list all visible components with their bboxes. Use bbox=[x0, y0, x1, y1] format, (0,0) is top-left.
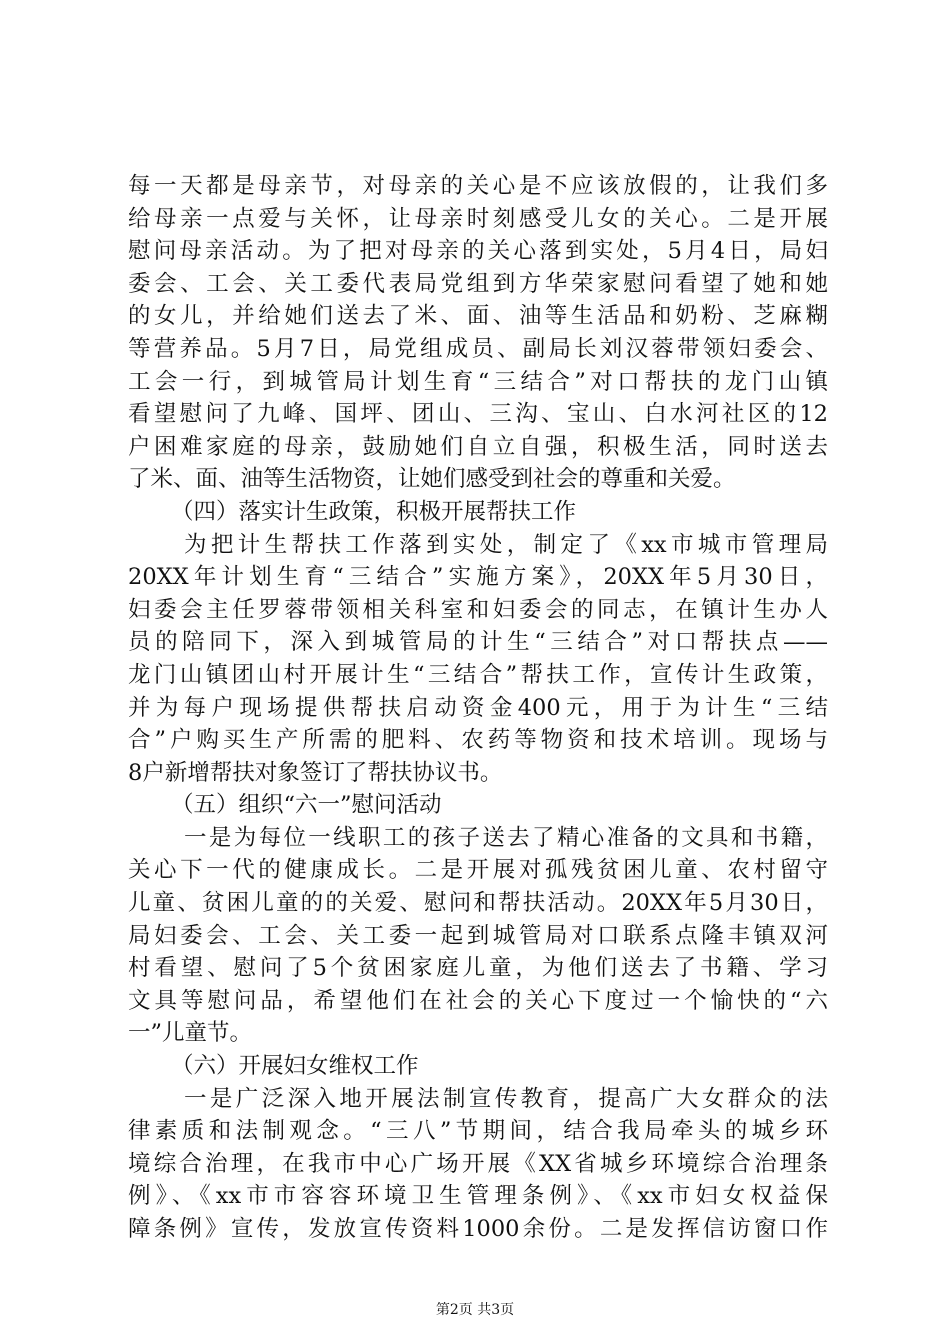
text-line: 龙门山镇团山村开展计生“三结合”帮扶工作，宣传计生政策， bbox=[128, 661, 828, 688]
text-line: 给母亲一点爱与关怀，让母亲时刻感受儿女的关心。二是开展 bbox=[128, 205, 828, 232]
document-body bbox=[128, 170, 828, 1246]
text-line: 并为每户现场提供帮扶启动资金400元，用于为计生“三结 bbox=[128, 694, 828, 721]
text-line: 关心下一代的健康成长。二是开展对孤残贫困儿童、农村留守 bbox=[128, 857, 828, 884]
section-heading-5: （五）组织“六一”慰问活动 bbox=[171, 792, 442, 819]
text-line: 的女儿，并给她们送去了米、面、油等生活品和奶粉、芝麻糊 bbox=[128, 303, 828, 330]
section-heading-6: （六）开展妇女维权工作 bbox=[171, 1053, 419, 1080]
page-number-footer: 第2页 共3页 bbox=[435, 1302, 515, 1318]
section-heading-4: （四）落实计生政策，积极开展帮扶工作 bbox=[171, 498, 577, 525]
text-line: 8户新增帮扶对象签订了帮扶协议书。 bbox=[128, 759, 503, 786]
text-line: 局妇委会、工会、关工委一起到城管局对口联系点隆丰镇双河 bbox=[128, 922, 828, 949]
text-line: 境综合治理，在我市中心广场开展《XX省城乡环境综合治理条 bbox=[128, 1150, 828, 1177]
text-line: 一”儿童节。 bbox=[128, 1020, 253, 1047]
text-line: 看望慰问了九峰、国坪、团山、三沟、宝山、白水河社区的12 bbox=[128, 401, 828, 428]
text-line: 委会、工会、关工委代表局党组到方华荣家慰问看望了她和她 bbox=[128, 270, 828, 297]
text-line: 一是为每位一线职工的孩子送去了精心准备的文具和书籍， bbox=[184, 824, 828, 851]
text-line: 儿童、贫困儿童的的关爱、慰问和帮扶活动。20XX年5月30日， bbox=[128, 890, 828, 917]
text-line: 户困难家庭的母亲，鼓励她们自立自强，积极生活，同时送去 bbox=[128, 433, 828, 460]
text-line: 文具等慰问品，希望他们在社会的关心下度过一个愉快的“六 bbox=[128, 987, 828, 1014]
text-line: 员的陪同下，深入到城管局的计生“三结合”对口帮扶点—— bbox=[128, 629, 828, 656]
text-line: 为把计生帮扶工作落到实处，制定了《xx市城市管理局 bbox=[184, 531, 828, 558]
text-line: 一是广泛深入地开展法制宣传教育，提高广大女群众的法 bbox=[184, 1085, 828, 1112]
text-line: 障条例》宣传，发放宣传资料1000余份。二是发挥信访窗口作 bbox=[128, 1216, 828, 1242]
text-line: 例》、《xx市市容容环境卫生管理条例》、《xx市妇女权益保 bbox=[128, 1183, 828, 1210]
text-line: 每一天都是母亲节，对母亲的关心是不应该放假的，让我们多 bbox=[128, 173, 828, 199]
text-line: 合”户购买生产所需的肥料、农药等物资和技术培训。现场与 bbox=[128, 727, 828, 754]
text-line: 了米、面、油等生活物资，让她们感受到社会的尊重和关爱。 bbox=[128, 466, 736, 493]
text-line: 律素质和法制观念。“三八”节期间，结合我局牵头的城乡环 bbox=[128, 1118, 828, 1145]
text-line: 20XX年计划生育“三结合”实施方案》，20XX年5月30日， bbox=[128, 564, 828, 591]
text-line: 村看望、慰问了5个贫困家庭儿童，为他们送去了书籍、学习 bbox=[128, 955, 828, 982]
text-line: 妇委会主任罗蓉带领相关科室和妇委会的同志，在镇计生办人 bbox=[128, 596, 828, 623]
text-line: 等营养品。5月7日，局党组成员、副局长刘汉蓉带领妇委会、 bbox=[128, 335, 828, 362]
text-line: 慰问母亲活动。为了把对母亲的关心落到实处，5月4日，局妇 bbox=[128, 238, 828, 265]
text-line: 工会一行，到城管局计划生育“三结合”对口帮扶的龙门山镇 bbox=[128, 368, 828, 395]
